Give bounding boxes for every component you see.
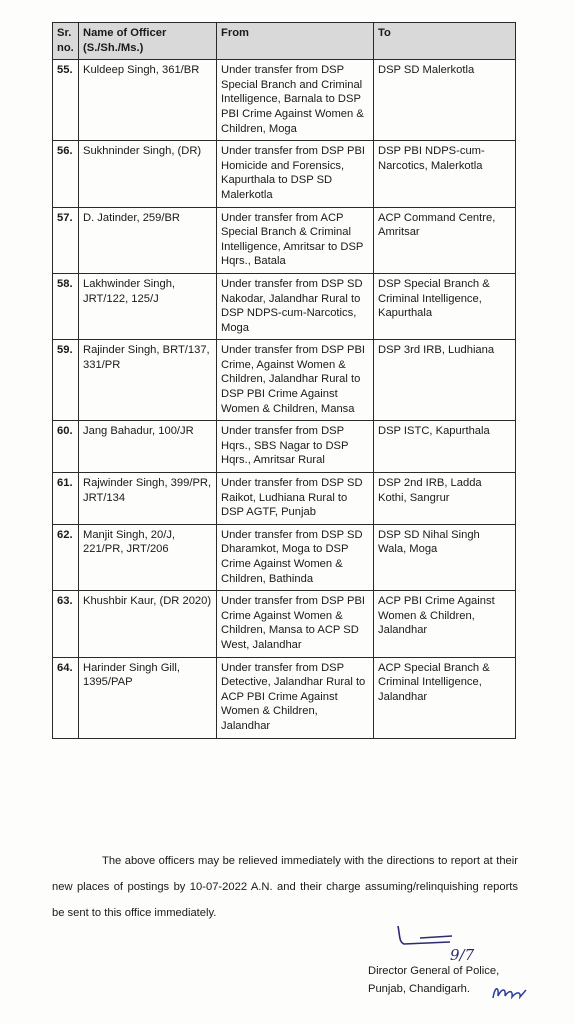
table-row [53, 591, 516, 657]
table-row [53, 421, 516, 473]
row-sr-no: 64. [53, 657, 79, 738]
table-row [53, 273, 516, 339]
row-from: Under transfer from DSP Detective, Jalandhar Rural to ACP PBI Crime Against Women & Children, Jalandhar [217, 657, 374, 738]
row-sr-no: 60. [53, 421, 79, 473]
signatory-designation: Director General of Police, [368, 965, 500, 977]
row-from: Under transfer from ACP Special Branch & Criminal Intelligence, Amritsar to DSP Hqrs., Batala [217, 207, 374, 273]
row-officer-name: Harinder Singh Gill, 1395/PAP [79, 657, 217, 738]
row-to: DSP 3rd IRB, Ludhiana [374, 340, 516, 421]
postings-table [52, 22, 516, 739]
row-sr-no: 61. [53, 473, 79, 525]
row-from: Under transfer from DSP SD Nakodar, Jalandhar Rural to DSP NDPS-cum-Narcotics, Moga [217, 273, 374, 339]
table-row [53, 60, 516, 141]
row-from: Under transfer from DSP PBI Crime Against Women & Children, Mansa to ACP SD West, Jalandhar [217, 591, 374, 657]
table-row [53, 473, 516, 525]
row-officer-name: Rajinder Singh, BRT/137, 331/PR [79, 340, 217, 421]
header-from: From [217, 23, 374, 60]
row-sr-no: 55. [53, 60, 79, 141]
row-officer-name: Manjit Singh, 20/J, 221/PR, JRT/206 [79, 524, 217, 590]
row-officer-name: Rajwinder Singh, 399/PR, JRT/134 [79, 473, 217, 525]
table-row [53, 141, 516, 207]
header-officer-name: Name of Officer (S./Sh./Ms.) [79, 23, 217, 60]
table-row [53, 657, 516, 738]
row-sr-no: 58. [53, 273, 79, 339]
table-row [53, 340, 516, 421]
row-to: DSP SD Malerkotla [374, 60, 516, 141]
row-to: DSP 2nd IRB, Ladda Kothi, Sangrur [374, 473, 516, 525]
row-sr-no: 63. [53, 591, 79, 657]
handwritten-initials [490, 982, 530, 1002]
row-to: DSP ISTC, Kapurthala [374, 421, 516, 473]
row-to: ACP Special Branch & Criminal Intelligence, Jalandhar [374, 657, 516, 738]
row-to: ACP PBI Crime Against Women & Children, Jalandhar [374, 591, 516, 657]
row-officer-name: Lakhwinder Singh, JRT/122, 125/J [79, 273, 217, 339]
row-sr-no: 59. [53, 340, 79, 421]
row-sr-no: 62. [53, 524, 79, 590]
row-from: Under transfer from DSP PBI Crime, Against Women & Children, Jalandhar Rural to DSP PBI Crime Against Women & Children, Mansa [217, 340, 374, 421]
row-to: DSP SD Nihal Singh Wala, Moga [374, 524, 516, 590]
header-to: To [374, 23, 516, 60]
row-sr-no: 57. [53, 207, 79, 273]
row-officer-name: Kuldeep Singh, 361/BR [79, 60, 217, 141]
relieving-instruction [52, 848, 518, 926]
header-sr-no: Sr. no. [53, 23, 79, 60]
row-to: DSP Special Branch & Criminal Intelligence, Kapurthala [374, 273, 516, 339]
row-to: ACP Command Centre, Amritsar [374, 207, 516, 273]
row-from: Under transfer from DSP Hqrs., SBS Nagar to DSP Hqrs., Amritsar Rural [217, 421, 374, 473]
table-header-row [53, 23, 516, 60]
row-officer-name: Jang Bahadur, 100/JR [79, 421, 217, 473]
table-row [53, 207, 516, 273]
row-officer-name: D. Jatinder, 259/BR [79, 207, 217, 273]
row-from: Under transfer from DSP SD Raikot, Ludhiana Rural to DSP AGTF, Punjab [217, 473, 374, 525]
signature-date: 9/7 [450, 946, 475, 964]
table-row [53, 524, 516, 590]
instruction-text: The above officers may be relieved immediately with the directions to report at their new places of postings by 10-07-2022 A.N. and their charge assuming/relinquishing reports be sent to this office immediately. [52, 855, 518, 919]
row-from: Under transfer from DSP PBI Homicide and Forensics, Kapurthala to DSP SD Malerkotla [217, 141, 374, 207]
row-officer-name: Sukhninder Singh, (DR) [79, 141, 217, 207]
row-from: Under transfer from DSP Special Branch and Criminal Intelligence, Barnala to DSP PBI Crime Against Women & Children, Moga [217, 60, 374, 141]
row-from: Under transfer from DSP SD Dharamkot, Moga to DSP Crime Against Women & Children, Bathinda [217, 524, 374, 590]
row-sr-no: 56. [53, 141, 79, 207]
signatory-location: Punjab, Chandigarh. [368, 983, 471, 995]
row-officer-name: Khushbir Kaur, (DR 2020) [79, 591, 217, 657]
row-to: DSP PBI NDPS-cum-Narcotics, Malerkotla [374, 141, 516, 207]
